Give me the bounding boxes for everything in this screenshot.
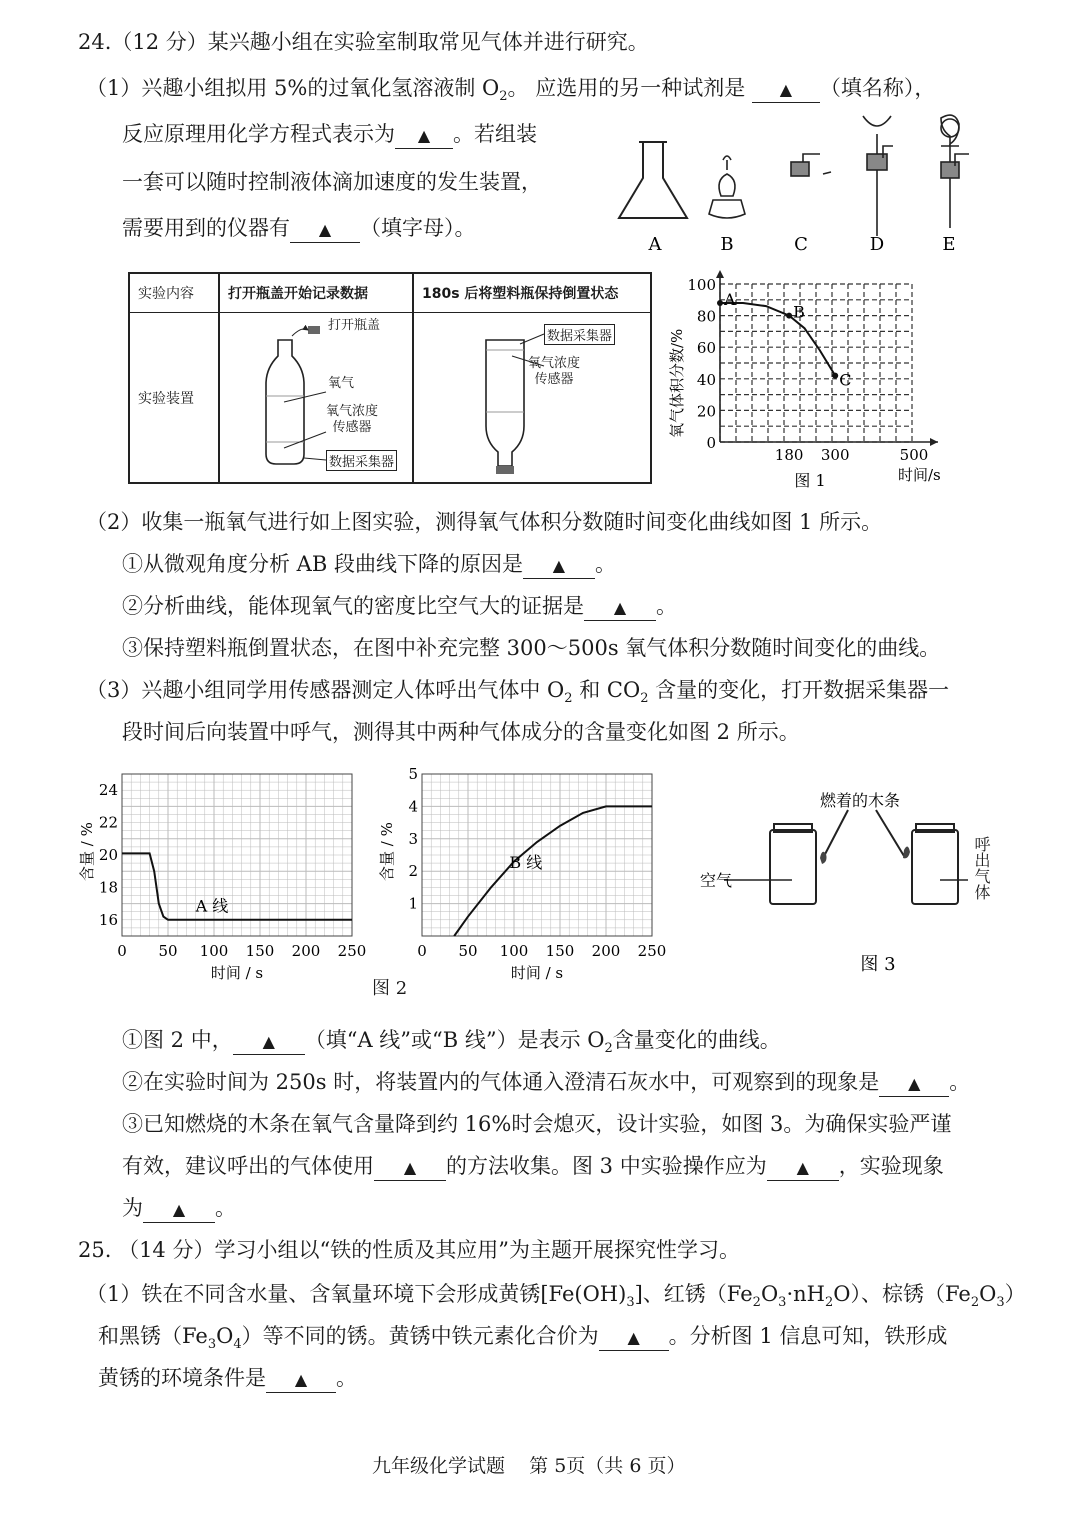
q25-part1-line3: 黄锈的环境条件是 ▲ 。 [98, 1364, 357, 1393]
answer-blank[interactable]: ▲ [290, 216, 360, 243]
label-d: D [869, 234, 885, 255]
y-tick-label: 2 [408, 862, 418, 881]
label-sensor: 氧气浓度 传感器 [326, 404, 379, 435]
answer-blank[interactable]: ▲ [374, 1154, 446, 1181]
answer-blank[interactable]: ▲ [584, 594, 656, 621]
point-label: C [839, 370, 852, 390]
x-axis-arrow [930, 438, 938, 446]
figure-1-caption: 图 1 [794, 471, 826, 490]
x-tick-label: 250 [637, 942, 667, 960]
table-header-content: 实验内容 [138, 286, 194, 302]
point-B [786, 313, 792, 319]
figure-3-diagram [700, 790, 1020, 990]
y-tick-label: 0 [706, 434, 716, 452]
q24-part2-intro: （2）收集一瓶氧气进行如上图实验，测得氧气体积分数随时间变化曲线如图 1 所示。 [86, 510, 883, 534]
q24-part3-intro: （3）兴趣小组同学用传感器测定人体呼出气体中 $O_2$ 和 $CO_2$ 含量的变化，打开数据采集器一 [86, 678, 950, 707]
long-neck-funnel-icon [863, 116, 893, 236]
q25-part1-line1: （1）铁在不同含水量、含氧量环境下会形成黄锈$[Fe(OH)_3]$、红锈$(Fe_2O_3\cdot nH_2O)$、棕锈$(Fe_2O_3)$ [86, 1282, 1026, 1311]
q24-part3-3c: 为 ▲ 。 [122, 1194, 236, 1223]
label-sensor-2: 氧气浓度 传感器 [528, 356, 581, 387]
o2-curve [720, 303, 835, 376]
answer-blank[interactable]: ▲ [395, 122, 453, 149]
x-axis-label: 时间 / s [210, 964, 264, 982]
q24-part3-3b: 有效，建议呼出的气体使用 ▲ 的方法收集。图 3 中实验操作应为 ▲ ，实验现象 [122, 1152, 944, 1181]
label-c: C [794, 234, 808, 255]
point-C [832, 373, 838, 379]
breath-label: 呼出气体 [972, 836, 991, 900]
q24-part1-line3: 一套可以随时控制液体滴加速度的发生装置， [122, 170, 542, 194]
x-tick-label: 180 [774, 446, 804, 464]
q24-part1-line4: 需要用到的仪器有 ▲ （填字母）。 [122, 214, 476, 243]
page-footer: 九年级化学试题 第 5页（共 6 页） [372, 1455, 686, 1477]
q24-part3-intro-2: 段时间后向装置中呼气，测得其中两种气体成分的含量变化如图 2 所示。 [122, 720, 800, 744]
y-tick-label: 16 [98, 910, 118, 929]
label-collector: 数据采集器 [326, 450, 397, 471]
q25-part1-line2: 和黑锈$(Fe_3O_4)$等不同的锈。黄锈中铁元素化合价为 ▲ 。分析图 1 信息可知，铁形成 [98, 1324, 948, 1353]
conical-flask-icon [619, 142, 687, 218]
label-a: A [648, 234, 662, 255]
x-tick-label: 50 [158, 942, 178, 960]
breath-bottle-icon [912, 830, 958, 904]
q24-part1-line1: （1）兴趣小组拟用 5%的过氧化氢溶液制 $O_2$。 应选用的另一种试剂是 ▲ （填名称）， [86, 76, 936, 105]
series-label: B 线 [509, 852, 543, 872]
y-tick-label: 60 [696, 339, 716, 358]
q24-part2-3: ③保持塑料瓶倒置状态，在图中补充完整 300～500s 氧气体积分数随时间变化的曲线。 [122, 636, 941, 660]
answer-blank[interactable]: ▲ [767, 1154, 839, 1181]
y-tick-label: 1 [408, 894, 418, 913]
q24-part2-2: ②分析曲线，能体现氧气的密度比空气大的证据是 ▲ 。 [122, 592, 677, 621]
y-axis-label: 氧气体积分数/% [668, 328, 686, 438]
q24-part3-3: ③已知燃烧的木条在氧气含量降到约 16%时会熄灭，设计实验，如图 3。为确保实验严谨 [122, 1112, 952, 1136]
answer-blank[interactable]: ▲ [233, 1028, 305, 1055]
figure-2-caption: 图 2 [372, 978, 408, 999]
y-tick-label: 24 [98, 781, 118, 800]
q24-part3-2: ②在实验时间为 250s 时，将装置内的气体通入澄清石灰水中，可观察到的现象是 ▲ 。 [122, 1068, 970, 1097]
table-header-invert: 180s 后将塑料瓶保持倒置状态 [422, 286, 619, 302]
x-axis-label: 时间/s [898, 466, 941, 484]
answer-blank[interactable]: ▲ [523, 552, 595, 579]
q24-part3-1: ①图 2 中， ▲ （填“A 线”或“B 线”）是表示 $O_2$含量变化的曲线。 [122, 1028, 781, 1057]
y-tick-label: 100 [687, 276, 716, 294]
x-tick-label: 0 [417, 942, 427, 960]
x-tick-label: 100 [499, 942, 529, 960]
experiment-table [128, 272, 652, 484]
figure-2-a-line-chart [70, 762, 370, 982]
answer-blank[interactable]: ▲ [599, 1324, 669, 1351]
x-tick-label: 150 [245, 942, 275, 960]
table-header-open: 打开瓶盖开始记录数据 [228, 286, 368, 302]
y-tick-label: 5 [408, 765, 418, 783]
figure-1-chart [662, 262, 952, 492]
label-b: B [720, 234, 734, 255]
stick-label: 燃着的木条 [819, 791, 901, 810]
y-axis-label: 含量 / % [378, 822, 396, 881]
label-e: E [942, 234, 956, 255]
air-bottle-icon [770, 830, 816, 904]
y-axis-arrow [716, 270, 724, 278]
burning-stick-icon [822, 810, 848, 860]
label-oxygen: 氧气 [328, 376, 355, 391]
table-row-label: 实验装置 [138, 391, 194, 407]
x-tick-label: 150 [545, 942, 575, 960]
y-tick-label: 20 [696, 402, 716, 421]
answer-blank[interactable]: ▲ [752, 76, 820, 103]
y-tick-label: 20 [98, 846, 118, 864]
y-tick-label: 80 [696, 307, 716, 326]
y-tick-label: 40 [696, 370, 716, 389]
alcohol-lamp-icon [709, 156, 745, 218]
x-tick-label: 50 [458, 942, 478, 960]
point-A [717, 300, 723, 306]
y-tick-label: 4 [408, 797, 418, 816]
point-label: B [793, 302, 805, 322]
apparatus-figure [615, 110, 1015, 260]
x-axis-label: 时间 / s [510, 964, 564, 982]
x-tick-label: 250 [337, 942, 367, 960]
point-label: A [724, 289, 736, 309]
series-label: A 线 [195, 896, 229, 916]
label-open-cap: 打开瓶盖 [328, 318, 381, 333]
answer-blank[interactable]: ▲ [143, 1196, 215, 1223]
q24-header: 24.（12 分）某兴趣小组在实验室制取常见气体并进行研究。 [78, 30, 649, 54]
x-tick-label: 100 [199, 942, 229, 960]
figure-2-b-line-chart [370, 762, 670, 982]
y-axis-label: 含量 / % [78, 822, 96, 881]
answer-blank[interactable]: ▲ [879, 1070, 949, 1097]
x-tick-label: 500 [899, 446, 929, 464]
y-tick-label: 22 [98, 813, 118, 832]
stopper-tube-icon [791, 154, 831, 176]
x-tick-label: 300 [820, 446, 850, 464]
y-tick-label: 3 [408, 829, 418, 848]
air-label: 空气 [700, 871, 733, 890]
q24-part1-line2: 反应原理用化学方程式表示为 ▲ 。若组装 [122, 120, 537, 149]
x-tick-label: 200 [591, 942, 621, 960]
q25-header: 25. （14 分）学习小组以“铁的性质及其应用”为主题开展探究性学习。 [78, 1238, 740, 1262]
label-collector-2: 数据采集器 [544, 324, 615, 345]
q24-part2-1: ①从微观角度分析 AB 段曲线下降的原因是 ▲ 。 [122, 550, 616, 579]
x-tick-label: 200 [291, 942, 321, 960]
answer-blank[interactable]: ▲ [266, 1366, 336, 1393]
y-tick-label: 18 [98, 878, 118, 897]
figure-3-caption: 图 3 [860, 954, 896, 975]
separatory-funnel-icon [941, 115, 969, 228]
x-tick-label: 0 [117, 942, 127, 960]
